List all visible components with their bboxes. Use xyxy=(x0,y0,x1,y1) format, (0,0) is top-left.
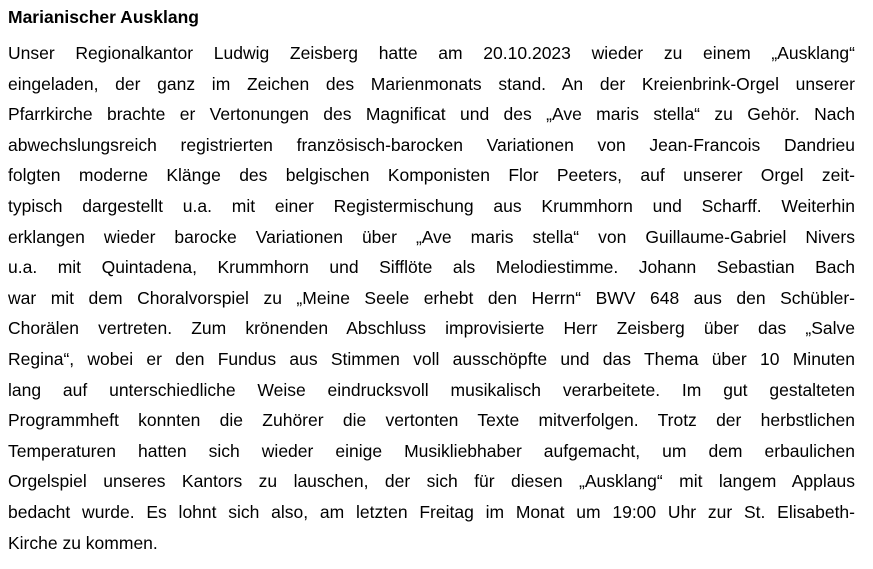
body-line: lang auf unterschiedliche Weise eindrucksvoll musikalisch verarbeitete. Im gut gestalteten xyxy=(8,379,855,400)
body-line: erklangen wieder barocke Variationen über „Ave maris stella“ von Guillaume-Gabriel Nivers xyxy=(8,226,855,247)
body-line: bedacht wurde. Es lohnt sich also, am letzten Freitag im Monat um 19:00 Uhr zur St. Elisabeth- xyxy=(8,501,855,522)
body-line: Programmheft konnten die Zuhörer die vertonten Texte mitverfolgen. Trotz der herbstlichen xyxy=(8,410,855,431)
body-line: Chorälen vertreten. Zum krönenden Abschluss improvisierte Herr Zeisberg über das „Salve xyxy=(8,318,855,339)
body-line: abwechslungsreich registrierten französisch-barocken Variationen von Jean-Francois Dandrieu xyxy=(8,134,855,155)
body-line: war mit dem Choralvorspiel zu „Meine Seele erhebt den Herrn“ BWV 648 aus den Schübler- xyxy=(8,287,855,308)
body-line: Regina“, wobei er den Fundus aus Stimmen voll ausschöpfte und das Thema über 10 Minuten xyxy=(8,348,855,369)
body-line: eingeladen, der ganz im Zeichen des Marienmonats stand. An der Kreienbrink-Orgel unserer xyxy=(8,73,855,94)
document-title: Marianischer Ausklang xyxy=(8,7,199,27)
body-line: Unser Regionalkantor Ludwig Zeisberg hatte am 20.10.2023 wieder zu einem „Ausklang“ xyxy=(8,43,855,63)
body-line: Pfarrkirche brachte er Vertonungen des Magnificat und des „Ave maris stella“ zu Gehör. Nach xyxy=(8,104,855,125)
article-body xyxy=(8,38,855,558)
body-line: typisch dargestellt u.a. mit einer Registermischung aus Krummhorn und Scharff. Weiterhin xyxy=(8,195,855,216)
body-line: u.a. mit Quintadena, Krummhorn und Sifflöte als Melodiestimme. Johann Sebastian Bach xyxy=(8,257,855,278)
body-line: Orgelspiel unseres Kantors zu lauschen, der sich für diesen „Ausklang“ mit langem Applaus xyxy=(8,471,855,492)
body-line: folgten moderne Klänge des belgischen Komponisten Flor Peeters, auf unserer Orgel zeit- xyxy=(8,165,855,186)
body-line: Temperaturen hatten sich wieder einige Musikliebhaber aufgemacht, um dem erbaulichen xyxy=(8,440,855,461)
body-line-last: Kirche zu kommen. xyxy=(8,532,158,553)
